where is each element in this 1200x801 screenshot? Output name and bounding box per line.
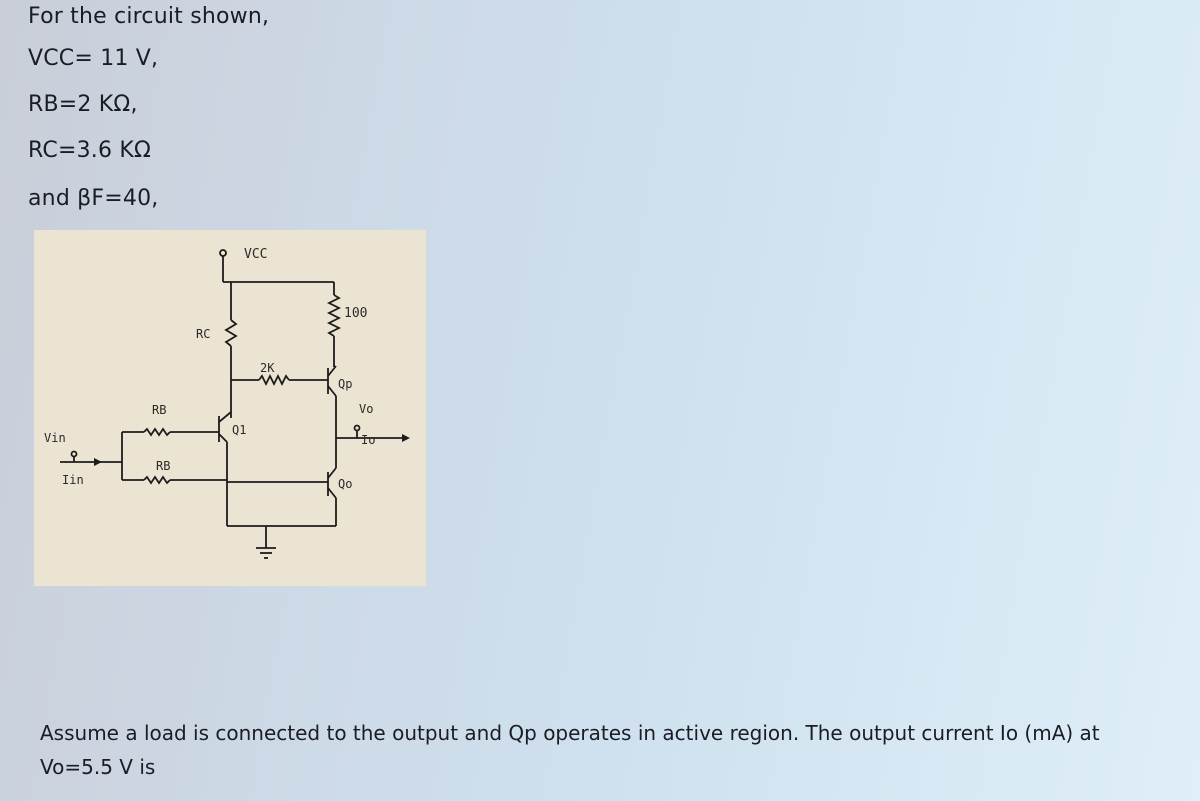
io-label: Io <box>361 433 376 447</box>
question-line-rb: RB=2 KΩ, <box>28 92 138 117</box>
question-line-vcc: VCC= 11 V, <box>28 46 159 71</box>
rb-top-label: RB <box>152 403 167 417</box>
vcc-label: VCC <box>244 247 268 262</box>
rb-bottom-label: RB <box>156 459 171 473</box>
qp-label: Qp <box>338 377 353 391</box>
qo-label: Qo <box>338 477 353 491</box>
question-line-beta: and βF=40, <box>28 186 159 211</box>
q1-label: Q1 <box>232 423 247 437</box>
rc-label: RC <box>196 327 211 341</box>
iin-label: Iin <box>62 473 84 487</box>
r100-label: 100 <box>344 306 368 321</box>
circuit-wires <box>60 250 410 558</box>
vin-label: Vin <box>44 431 66 445</box>
question-line-intro: For the circuit shown, <box>28 4 270 29</box>
question-line-rc: RC=3.6 KΩ <box>28 138 152 163</box>
circuit-diagram <box>34 230 426 586</box>
vo-label: Vo <box>359 402 374 416</box>
r2k-label: 2K <box>260 361 275 375</box>
question-prompt: Assume a load is connected to the output and Qp operates in active region. The output current Io (mA) at Vo=5.5 V is <box>40 721 1100 779</box>
